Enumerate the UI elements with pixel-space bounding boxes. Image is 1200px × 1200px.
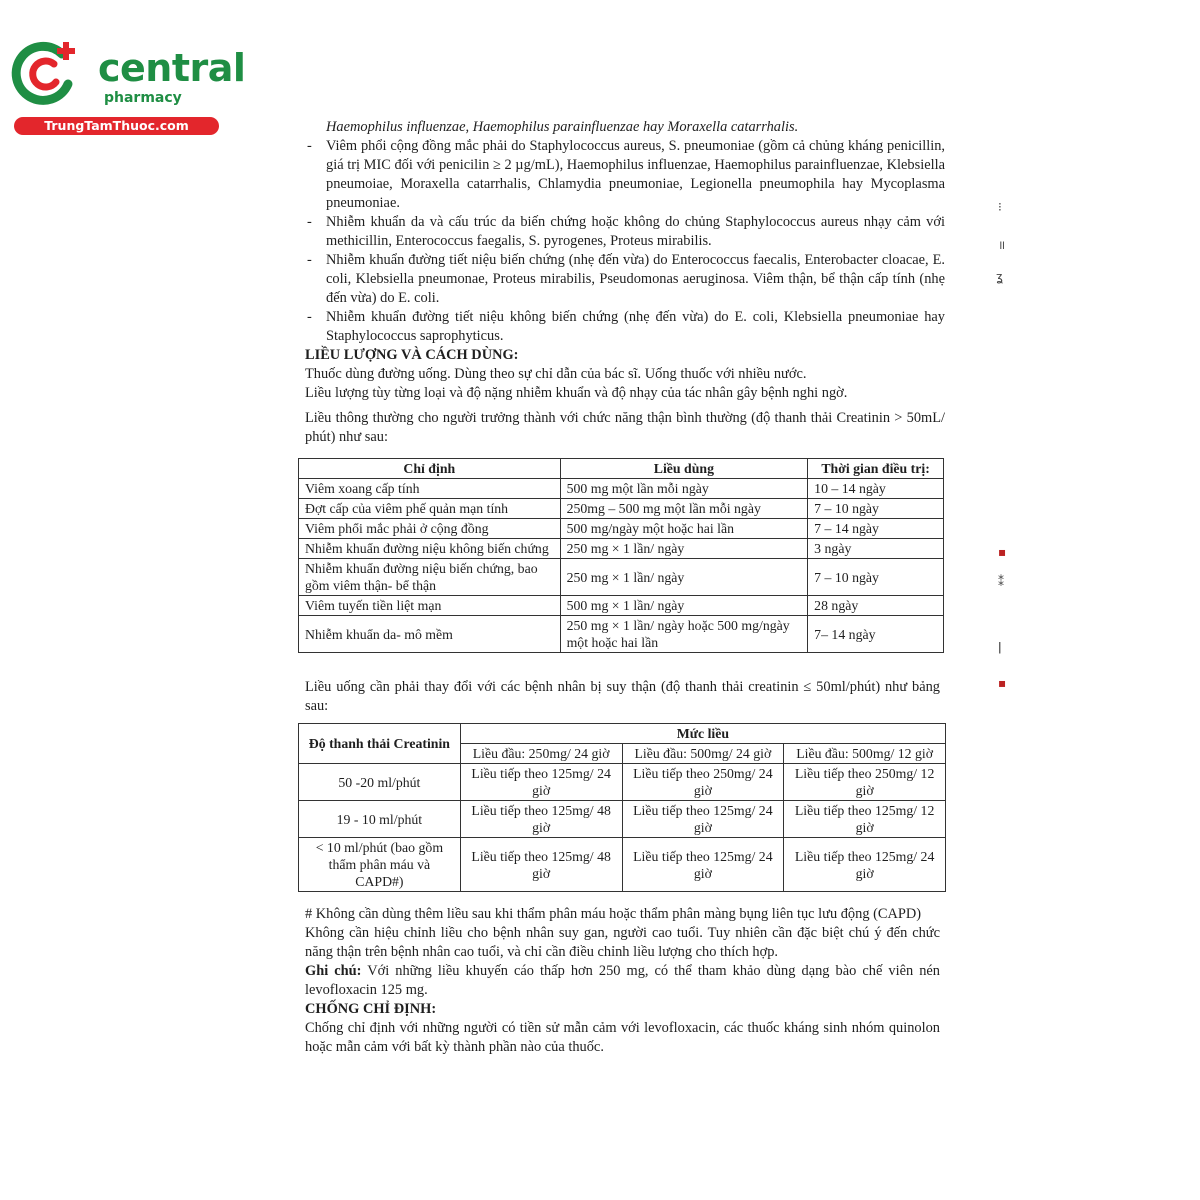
table-cell: Liều tiếp theo 250mg/ 12 giờ (784, 764, 946, 801)
dosage-paragraph: Không cần hiệu chỉnh liều cho bệnh nhân suy gan, người cao tuổi. Tuy nhiên cần đặc biệt chú ý đến chức năng thận trên bệnh nhân cao tuổi, và chỉ cần điều chỉnh liều lượng cho thích hợp. (305, 925, 940, 960)
table-row (299, 801, 946, 838)
margin-mark: ▪ (998, 676, 1007, 690)
table-cell: 250 mg × 1 lần/ ngày hoặc 500 mg/ngày một hoặc hai lần (560, 616, 808, 653)
table-row (299, 479, 944, 499)
table-cell: 250 mg × 1 lần/ ngày (560, 559, 808, 596)
table-cell: Liều đầu: 500mg/ 12 giờ (784, 744, 946, 764)
footnote: # Không cần dùng thêm liều sau khi thẩm phân máu hoặc thẩm phân màng bụng liên tục lưu động (CAPD) (305, 906, 922, 922)
table-row (299, 764, 946, 801)
table-row (299, 539, 944, 559)
renal-dosage-intro: Liều uống cần phải thay đổi với các bệnh nhân bị suy thận (độ thanh thải creatinin ≤ 50ml/phút) như bảng sau: (305, 679, 940, 714)
document-body (305, 118, 945, 447)
table-cell: 7 – 10 ngày (808, 559, 944, 596)
table-cell: Nhiễm khuẩn đường niệu biến chứng, bao gồm viêm thận- bể thận (299, 559, 561, 596)
contraindication-text: Chống chỉ định với những người có tiền sử mẫn cảm với levofloxacin, các thuốc kháng sinh nhóm quinolon hoặc mẫn cảm với bất kỳ thành phần nào của thuốc. (305, 1020, 940, 1055)
brand-website[interactable]: TrungTamThuoc.com (14, 117, 219, 135)
table-cell: Đợt cấp của viêm phế quản mạn tính (299, 499, 561, 519)
table-cell: 500 mg × 1 lần/ ngày (560, 596, 808, 616)
indication-item: - Nhiễm khuẩn đường tiết niệu không biến chứng (nhẹ đến vừa) do E. coli, Klebsiella pneumoniae hay Staphylococcus saprophyticus. (307, 309, 945, 344)
contraindication-heading: CHỐNG CHỈ ĐỊNH: (305, 1001, 437, 1017)
table-cell: 250mg – 500 mg một lần mỗi ngày (560, 499, 808, 519)
table-cell: 7 – 14 ngày (808, 519, 944, 539)
margin-mark: ॥ (998, 238, 1006, 252)
table-row (299, 519, 944, 539)
table-header: Liều dùng (560, 459, 808, 479)
margin-mark: ǀ (998, 640, 1002, 654)
brand-logo[interactable] (10, 38, 246, 138)
indication-lead: Haemophilus influenzae, Haemophilus parainfluenzae hay Moraxella catarrhalis. (326, 119, 799, 135)
table-cell: Liều tiếp theo 125mg/ 24 giờ (784, 838, 946, 892)
table-cell: Viêm phổi mắc phải ở cộng đồng (299, 519, 561, 539)
table-cell: 50 -20 ml/phút (299, 764, 461, 801)
table-cell: 19 - 10 ml/phút (299, 801, 461, 838)
brand-name: central (98, 46, 246, 90)
pharmacy-cross-logo-icon (10, 38, 80, 108)
margin-mark: ▪ (998, 545, 1007, 559)
table-cell: Liều tiếp theo 250mg/ 24 giờ (622, 764, 784, 801)
table-cell: Liều tiếp theo 125mg/ 24 giờ (622, 838, 784, 892)
standard-dosage-table (298, 458, 944, 653)
table-cell: 10 – 14 ngày (808, 479, 944, 499)
table-row (299, 559, 944, 596)
table-cell: 250 mg × 1 lần/ ngày (560, 539, 808, 559)
indication-item: - Viêm phổi cộng đồng mắc phải do Staphylococcus aureus, S. pneumoniae (gồm cả chủng kháng penicillin, giá trị MIC đối với penicilin ≥ 2 µg/mL), Haemophilus influenzae, Haemophilus parainfluenzae, Klebsiella pneumoiae, Moraxella catarrhalis, Chlamydia pneumoniae, Legionella pneumophila hay Mycoplasma pneumoniae. (307, 138, 945, 211)
table-cell: Liều tiếp theo 125mg/ 48 giờ (460, 801, 622, 838)
indication-item: - Nhiễm khuẩn da và cấu trúc da biến chứng hoặc không do chủng Staphylococcus aureus nhạy cảm với methicillin, Enterococcus faegalis, S. pyrogenes, Proteus mirabilis. (307, 214, 945, 249)
dosage-paragraph: Liều lượng tùy từng loại và độ nặng nhiễm khuẩn và độ nhạy của tác nhân gây bệnh nghi ngờ. (305, 385, 848, 401)
table-row (299, 838, 946, 892)
table-cell: Nhiễm khuẩn da- mô mềm (299, 616, 561, 653)
table-cell: Liều tiếp theo 125mg/ 12 giờ (784, 801, 946, 838)
dosage-notes (305, 905, 940, 1057)
table-row (299, 499, 944, 519)
dosage-paragraph: Liều thông thường cho người trưởng thành với chức năng thận bình thường (độ thanh thải Creatinin > 50mL/ phút) như sau: (305, 410, 945, 445)
table-header-row (299, 724, 946, 744)
table-cell: Viêm tuyến tiền liệt mạn (299, 596, 561, 616)
table-row (299, 616, 944, 653)
table-row (299, 596, 944, 616)
renal-dosage-table (298, 723, 946, 892)
table-cell: 500 mg/ngày một hoặc hai lần (560, 519, 808, 539)
margin-mark: ʓ (996, 270, 1003, 284)
table-cell: Liều tiếp theo 125mg/ 24 giờ (460, 764, 622, 801)
margin-mark: ⁝ (998, 200, 1002, 214)
table-header: Mức liều (460, 724, 945, 744)
table-cell: Liều tiếp theo 125mg/ 24 giờ (622, 801, 784, 838)
indication-item: - Nhiễm khuẩn đường tiết niệu biến chứng (nhẹ đến vừa) do Enterococcus faecalis, Enterobacter cloacae, E. coli, Klebsiella pneumonae, Proteus mirabilis, Pseudomonas aeruginosa. Viêm thận, bể thận cấp tính (nhẹ đến vừa) do E. coli. (307, 252, 945, 306)
table-header: Độ thanh thải Creatinin (299, 724, 461, 764)
table-cell: 28 ngày (808, 596, 944, 616)
table-cell: Liều tiếp theo 125mg/ 48 giờ (460, 838, 622, 892)
table-cell: 500 mg một lần mỗi ngày (560, 479, 808, 499)
table-cell: < 10 ml/phút (bao gồm thẩm phân máu và CAPD#) (299, 838, 461, 892)
brand-subtitle: pharmacy (104, 90, 182, 106)
table-cell: 7 – 10 ngày (808, 499, 944, 519)
table-cell: Nhiễm khuẩn đường niệu không biến chứng (299, 539, 561, 559)
table-cell: 3 ngày (808, 539, 944, 559)
dosage-paragraph: Thuốc dùng đường uống. Dùng theo sự chỉ dẫn của bác sĩ. Uống thuốc với nhiều nước. (305, 366, 807, 382)
table-cell: Liều đầu: 250mg/ 24 giờ (460, 744, 622, 764)
table-cell: 7– 14 ngày (808, 616, 944, 653)
table-header: Chỉ định (299, 459, 561, 479)
margin-mark: ⁑ (998, 575, 1004, 589)
table-cell: Liều đầu: 500mg/ 24 giờ (622, 744, 784, 764)
table-cell: Viêm xoang cấp tính (299, 479, 561, 499)
table-header: Thời gian điều trị: (808, 459, 944, 479)
dosage-note: Ghi chú: Với những liều khuyến cáo thấp hơn 250 mg, có thể tham khảo dùng dạng bào chế viên nén levofloxacin 125 mg. (305, 963, 940, 998)
dosage-heading: LIỀU LƯỢNG VÀ CÁCH DÙNG: (305, 347, 519, 363)
table-header-row (299, 459, 944, 479)
